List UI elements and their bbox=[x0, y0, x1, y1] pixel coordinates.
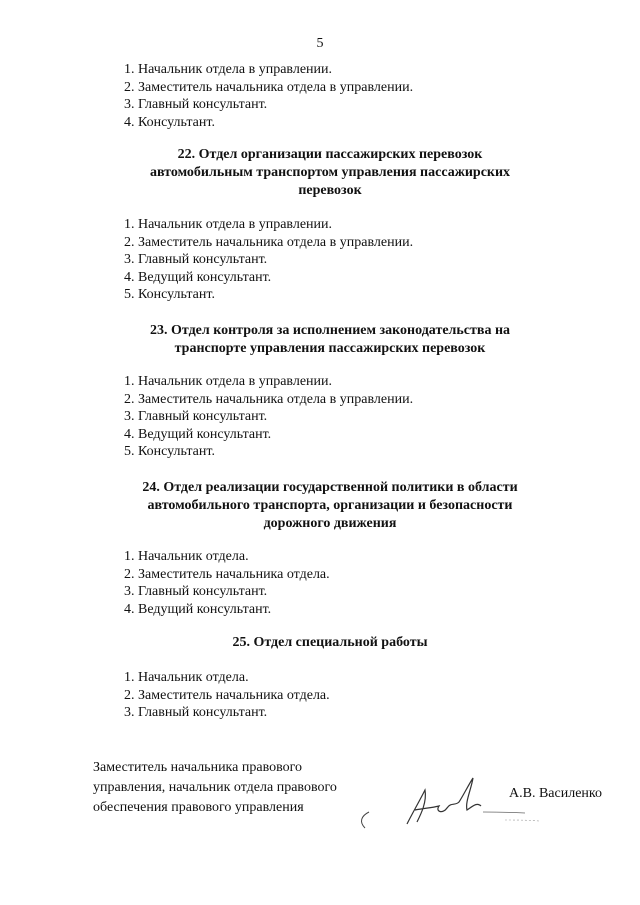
list-item: 2. Заместитель начальника отдела. bbox=[124, 566, 330, 582]
list-item: 1. Начальник отдела в управлении. bbox=[124, 374, 333, 389]
section-25-list bbox=[124, 669, 330, 722]
list-item: 4. Ведущий консультант. bbox=[124, 269, 272, 285]
page-number: 5 bbox=[316, 36, 324, 51]
section-22-list bbox=[124, 216, 413, 304]
section-25-heading-line-1: 25. Отдел специальной работы bbox=[232, 635, 428, 650]
list-item: 3. Главный консультант. bbox=[124, 705, 268, 720]
signer-position bbox=[93, 758, 337, 818]
signer-name: А.В. Василенко bbox=[509, 786, 602, 801]
list-item: 2. Заместитель начальника отдела. bbox=[124, 687, 330, 703]
list-item: 3. Главный консультант. bbox=[124, 584, 268, 599]
section-24-list bbox=[124, 548, 330, 618]
section-24-heading-line-3: дорожного движения bbox=[263, 516, 397, 531]
list-item: 4. Ведущий консультант. bbox=[124, 426, 272, 442]
section-22-heading-line-2: автомобильным транспортом управления пассажирских bbox=[149, 165, 511, 180]
list-item: 2. Заместитель начальника отдела в управлении. bbox=[124, 79, 414, 95]
list-item: 1. Начальник отдела в управлении. bbox=[124, 217, 333, 232]
list-item: 3. Главный консультант. bbox=[124, 409, 268, 424]
section-23-heading bbox=[140, 322, 520, 358]
signer-position-line-1: Заместитель начальника правового bbox=[93, 760, 302, 775]
signer-position-line-2: управления, начальник отдела правового bbox=[93, 780, 337, 795]
section-22-heading-line-1: 22. Отдел организации пассажирских перевозок bbox=[177, 147, 483, 162]
list-item: 2. Заместитель начальника отдела в управлении. bbox=[124, 391, 414, 407]
section-24-heading-line-1: 24. Отдел реализации государственной политики в области bbox=[142, 480, 518, 495]
list-item: 3. Главный консультант. bbox=[124, 252, 268, 267]
section-23-heading-line-1: 23. Отдел контроля за исполнением законодательства на bbox=[149, 323, 511, 338]
list-item: 4. Консультант. bbox=[124, 114, 215, 130]
intro-list bbox=[124, 61, 413, 131]
section-23-list bbox=[124, 373, 413, 461]
list-item: 1. Начальник отдела в управлении. bbox=[124, 62, 333, 77]
section-22-heading-line-3: перевозок bbox=[298, 183, 362, 198]
section-24-heading-line-2: автомобильного транспорта, организации и безопасности bbox=[147, 498, 513, 513]
list-item: 1. Начальник отдела. bbox=[124, 670, 249, 685]
list-item: 1. Начальник отдела. bbox=[124, 549, 249, 564]
section-25-heading bbox=[140, 634, 520, 652]
list-item: 5. Консультант. bbox=[124, 287, 215, 302]
list-item: 2. Заместитель начальника отдела в управлении. bbox=[124, 234, 414, 250]
list-item: 3. Главный консультант. bbox=[124, 97, 268, 112]
section-23-heading-line-2: транспорте управления пассажирских перевозок bbox=[174, 341, 486, 356]
section-22-heading bbox=[140, 146, 520, 200]
list-item: 5. Консультант. bbox=[124, 444, 215, 459]
section-24-heading bbox=[140, 479, 520, 533]
list-item: 4. Ведущий консультант. bbox=[124, 601, 272, 617]
handwritten-signature bbox=[355, 772, 545, 832]
signer-position-line-3: обеспечения правового управления bbox=[93, 800, 304, 815]
